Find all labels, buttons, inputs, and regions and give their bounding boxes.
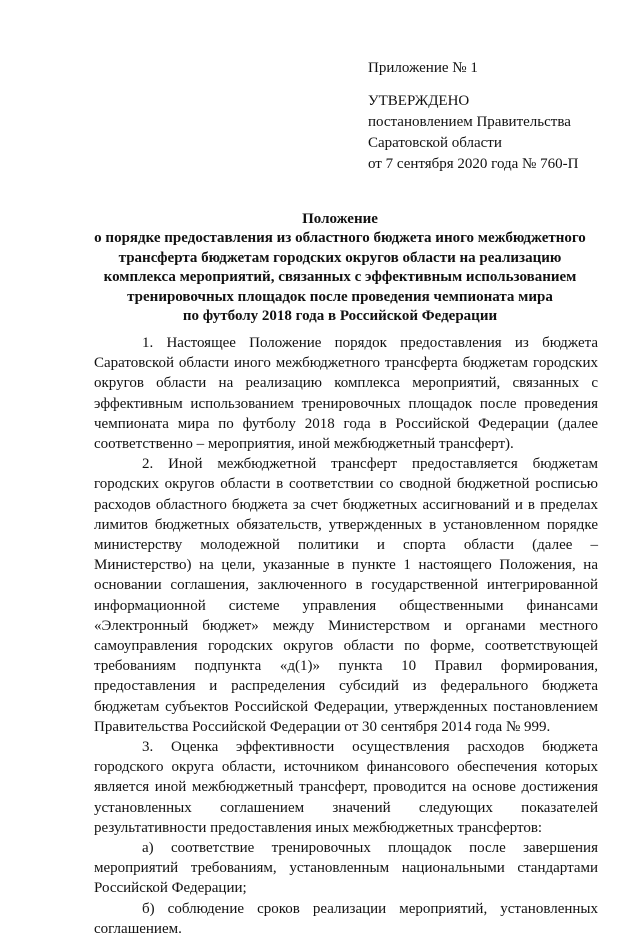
approval-date: от 7 сентября 2020 года № 760-П [368,156,579,172]
title-heading: Положение [302,211,378,227]
title-line: по футболу 2018 года в Российской Федерации [182,308,498,325]
approval-line-1: постановлением Правительства [368,114,571,130]
approval-line-2: Саратовской области [368,135,502,151]
approval-stamp: УТВЕРЖДЕНО [368,93,470,109]
document-title [76,210,604,326]
title-line: трансферта бюджетам городских округов области на реализацию [118,249,562,266]
document-body [94,333,598,939]
title-line: тренировочных площадок после проведения чемпионата мира [127,288,553,305]
title-line: о порядке предоставления из областного бюджета иного межбюджетного [94,230,586,247]
paragraph-3a: а) соответствие тренировочных площадок после завершения мероприятий требованиям, установленным национальными стандартами Российской Федерации; [94,840,598,897]
paragraph-3: 3. Оценка эффективности осуществления расходов бюджета городского округа области, источником финансового обеспечения которых является иной межбюджетный трансферт, проводится на основе достижения установленных соглашением значений следующих показателей результативности предоставления иных межбюджетных трансфертов: [94,739,598,836]
paragraph-1: 1. Настоящее Положение порядок предоставления из бюджета Саратовской области иного межбюджетного трансферта бюджетам городских округов области на реализацию комплекса мероприятий, связанных с эффективным использованием тренировочных площадок после проведения чемпионата мира по футболу 2018 года в Российской Федерации (далее соответственно – мероприятия, иной межбюджетный трансферт). [94,335,598,453]
approval-block [368,58,618,175]
paragraph-3b: б) соблюдение сроков реализации мероприятий, установленных соглашением. [94,900,598,937]
title-line: комплекса мероприятий, связанных с эффективным использованием [103,269,577,286]
paragraph-2: 2. Иной межбюджетной трансферт предоставляется бюджетам городских округов области в соответствии со сводной бюджетной росписью расходов областного бюджета за счет бюджетных ассигнований и в пределах лимитов бюджетных обязательств, утвержденных в установленном порядке министерству молодежной политики и спорта области (далее – Министерство) на цели, указанные в пункте 1 настоящего Положения, на основании соглашения, заключенного в государственной интегрированной информационной системе управления общественными финансами «Электронный бюджет» между Министерством и органами местного самоуправления городских округов области по форме, соответствующей требованиям подпункта «д(1)» пункта 10 Правил формирования, предоставления и распределения субсидий из федерального бюджета бюджетам субъектов Российской Федерации, утвержденных постановлением Правительства Российской Федерации от 30 сентября 2014 года № 999. [94,456,598,735]
annex-number: Приложение № 1 [368,60,478,76]
